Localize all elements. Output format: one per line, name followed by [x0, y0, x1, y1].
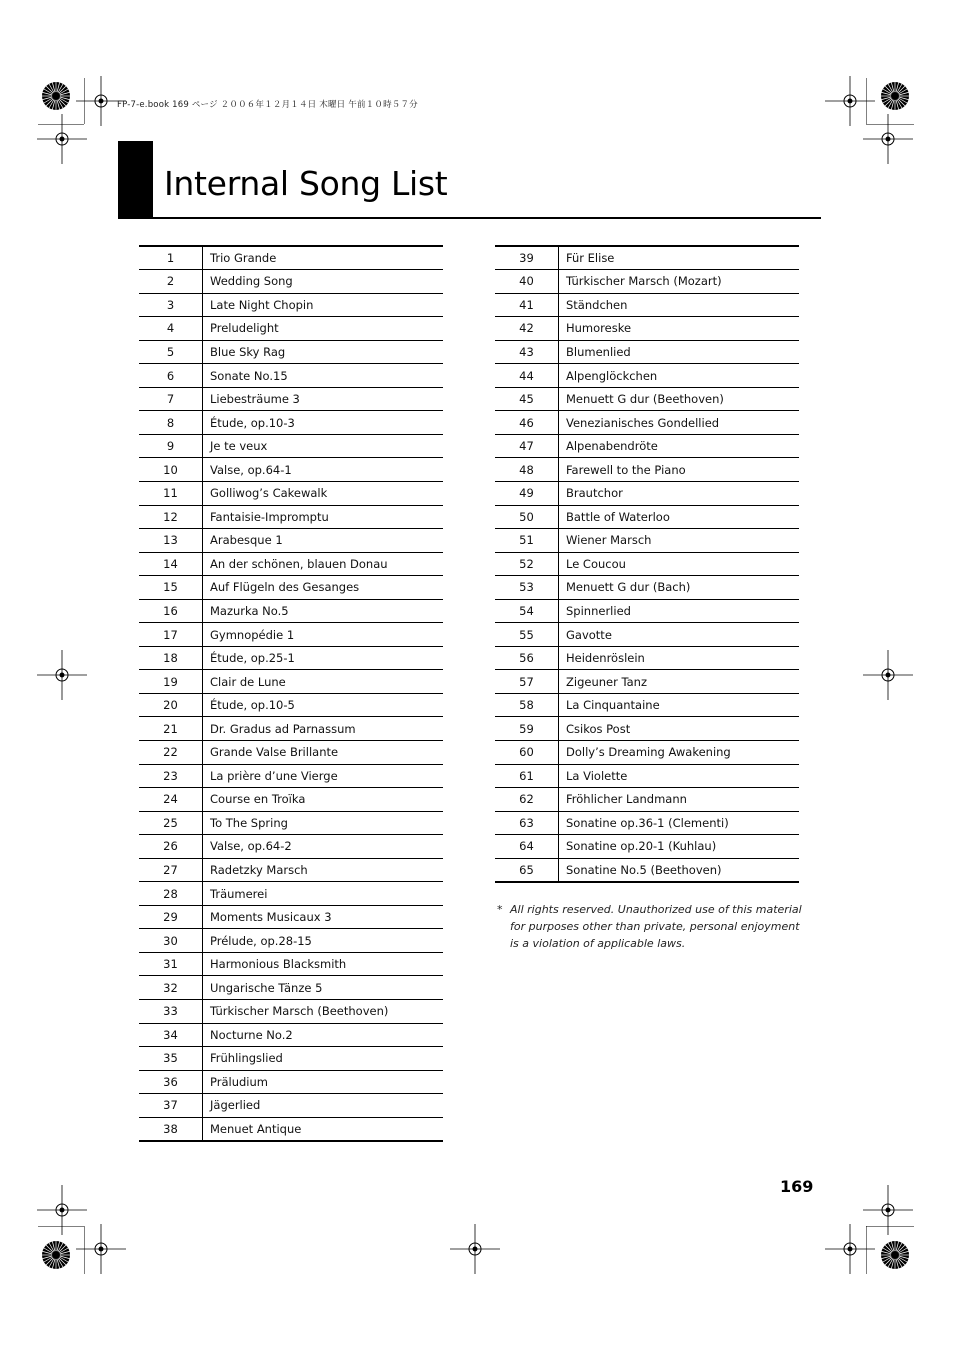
song-number: 27 — [139, 858, 203, 882]
song-number: 62 — [495, 788, 559, 812]
song-number: 42 — [495, 317, 559, 341]
song-row — [139, 811, 443, 835]
song-title: Je te veux — [203, 434, 444, 458]
song-row — [139, 505, 443, 529]
song-title: Mazurka No.5 — [203, 599, 444, 623]
song-title: Jägerlied — [203, 1094, 444, 1118]
registration-crosshair-icon — [450, 1224, 500, 1274]
song-row — [495, 599, 799, 623]
song-title: Sonate No.15 — [203, 364, 444, 388]
registration-crosshair-icon — [863, 1185, 913, 1235]
song-title: Gymnopédie 1 — [203, 623, 444, 647]
song-row — [139, 1000, 443, 1024]
song-number: 21 — [139, 717, 203, 741]
song-number: 65 — [495, 858, 559, 882]
song-row — [139, 670, 443, 694]
song-row — [139, 1023, 443, 1047]
registration-target-icon — [879, 1239, 911, 1271]
song-number: 28 — [139, 882, 203, 906]
song-title: Präludium — [203, 1070, 444, 1094]
song-title: Csikos Post — [559, 717, 800, 741]
crop-line — [866, 1226, 867, 1274]
song-row — [139, 1047, 443, 1071]
song-title: Dr. Gradus ad Parnassum — [203, 717, 444, 741]
song-title: Étude, op.10-5 — [203, 693, 444, 717]
song-row — [139, 293, 443, 317]
registration-target-icon — [879, 80, 911, 112]
song-number: 17 — [139, 623, 203, 647]
song-row — [495, 552, 799, 576]
song-row — [495, 693, 799, 717]
song-number: 61 — [495, 764, 559, 788]
song-number: 15 — [139, 576, 203, 600]
song-row — [495, 270, 799, 294]
song-row — [139, 764, 443, 788]
song-title: Humoreske — [559, 317, 800, 341]
song-number: 18 — [139, 646, 203, 670]
song-row — [495, 670, 799, 694]
song-row — [495, 458, 799, 482]
song-row — [495, 387, 799, 411]
song-row — [139, 788, 443, 812]
song-row — [495, 576, 799, 600]
song-title: Grande Valse Brillante — [203, 740, 444, 764]
song-title: Ungarische Tänze 5 — [203, 976, 444, 1000]
song-number: 23 — [139, 764, 203, 788]
registration-crosshair-icon — [37, 114, 87, 164]
song-title: Für Elise — [559, 246, 800, 270]
song-number: 50 — [495, 505, 559, 529]
footnote-text: All rights reserved. Unauthorized use of this material for purposes other than private, personal enjoyment is a violation of applicable laws. — [510, 903, 802, 950]
song-row — [495, 646, 799, 670]
song-number: 22 — [139, 740, 203, 764]
song-number: 46 — [495, 411, 559, 435]
song-number: 14 — [139, 552, 203, 576]
song-row — [495, 293, 799, 317]
song-number: 32 — [139, 976, 203, 1000]
song-title: An der schönen, blauen Donau — [203, 552, 444, 576]
song-title: Nocturne No.2 — [203, 1023, 444, 1047]
registration-crosshair-icon — [863, 114, 913, 164]
song-number: 33 — [139, 1000, 203, 1024]
song-row — [139, 340, 443, 364]
song-number: 55 — [495, 623, 559, 647]
song-title: Le Coucou — [559, 552, 800, 576]
song-number: 24 — [139, 788, 203, 812]
song-title: Brautchor — [559, 481, 800, 505]
song-title: Träumerei — [203, 882, 444, 906]
crop-line — [866, 124, 914, 125]
song-title: Battle of Waterloo — [559, 505, 800, 529]
song-row — [495, 505, 799, 529]
song-number: 1 — [139, 246, 203, 270]
registration-target-icon — [40, 80, 72, 112]
song-number: 10 — [139, 458, 203, 482]
song-row — [139, 458, 443, 482]
song-number: 53 — [495, 576, 559, 600]
song-row — [139, 1094, 443, 1118]
song-title: Menuet Antique — [203, 1117, 444, 1141]
song-number: 64 — [495, 835, 559, 859]
rights-footnote — [497, 901, 807, 952]
song-number: 12 — [139, 505, 203, 529]
song-title: Valse, op.64-1 — [203, 458, 444, 482]
registration-crosshair-icon — [863, 650, 913, 700]
song-row — [495, 340, 799, 364]
song-row — [139, 976, 443, 1000]
song-number: 11 — [139, 481, 203, 505]
song-row — [139, 646, 443, 670]
song-title: Radetzky Marsch — [203, 858, 444, 882]
song-row — [139, 270, 443, 294]
song-number: 9 — [139, 434, 203, 458]
song-row — [139, 905, 443, 929]
crop-line — [866, 78, 867, 124]
song-title: Alpenglöckchen — [559, 364, 800, 388]
song-number: 4 — [139, 317, 203, 341]
song-row — [139, 717, 443, 741]
song-title: Harmonious Blacksmith — [203, 952, 444, 976]
song-number: 16 — [139, 599, 203, 623]
song-title: La prière d’une Vierge — [203, 764, 444, 788]
song-title: Ständchen — [559, 293, 800, 317]
song-row — [139, 1070, 443, 1094]
song-number: 5 — [139, 340, 203, 364]
song-title: Wedding Song — [203, 270, 444, 294]
song-title: Menuett G dur (Bach) — [559, 576, 800, 600]
song-title: Spinnerlied — [559, 599, 800, 623]
song-title: Frühlingslied — [203, 1047, 444, 1071]
song-number: 40 — [495, 270, 559, 294]
song-row — [139, 552, 443, 576]
song-number: 59 — [495, 717, 559, 741]
song-number: 25 — [139, 811, 203, 835]
song-row — [495, 764, 799, 788]
song-row — [139, 434, 443, 458]
song-number: 8 — [139, 411, 203, 435]
song-row — [139, 623, 443, 647]
song-title: Valse, op.64-2 — [203, 835, 444, 859]
crop-line — [84, 1226, 85, 1274]
song-number: 29 — [139, 905, 203, 929]
song-row — [139, 246, 443, 270]
song-number: 38 — [139, 1117, 203, 1141]
song-title: Wiener Marsch — [559, 529, 800, 553]
song-number: 49 — [495, 481, 559, 505]
song-title: Blumenlied — [559, 340, 800, 364]
song-title: Blue Sky Rag — [203, 340, 444, 364]
song-number: 45 — [495, 387, 559, 411]
song-title: Zigeuner Tanz — [559, 670, 800, 694]
song-title: Sonatine op.20-1 (Kuhlau) — [559, 835, 800, 859]
song-title: Étude, op.10-3 — [203, 411, 444, 435]
song-row — [139, 693, 443, 717]
song-title: Golliwog’s Cakewalk — [203, 481, 444, 505]
title-bar-block — [118, 141, 153, 219]
song-number: 26 — [139, 835, 203, 859]
print-header: FP-7-e.book 169 ページ ２００６年１２月１４日 木曜日 午前１０時５７分 — [117, 100, 418, 110]
footnote-marker: * — [497, 903, 503, 916]
song-title: Late Night Chopin — [203, 293, 444, 317]
song-row — [139, 740, 443, 764]
song-number: 7 — [139, 387, 203, 411]
song-number: 57 — [495, 670, 559, 694]
song-number: 35 — [139, 1047, 203, 1071]
song-number: 20 — [139, 693, 203, 717]
song-number: 31 — [139, 952, 203, 976]
song-row — [495, 717, 799, 741]
song-title: Farewell to the Piano — [559, 458, 800, 482]
song-number: 39 — [495, 246, 559, 270]
song-title: Türkischer Marsch (Beethoven) — [203, 1000, 444, 1024]
song-row — [139, 364, 443, 388]
song-row — [139, 411, 443, 435]
song-row — [139, 481, 443, 505]
song-title: Heidenröslein — [559, 646, 800, 670]
song-title: Menuett G dur (Beethoven) — [559, 387, 800, 411]
song-number: 63 — [495, 811, 559, 835]
song-number: 52 — [495, 552, 559, 576]
song-title: Gavotte — [559, 623, 800, 647]
crop-line — [38, 1226, 84, 1227]
registration-crosshair-icon — [37, 650, 87, 700]
song-number: 2 — [139, 270, 203, 294]
title-rule — [153, 217, 821, 219]
song-row — [139, 1117, 443, 1141]
song-row — [139, 599, 443, 623]
song-number: 60 — [495, 740, 559, 764]
song-number: 3 — [139, 293, 203, 317]
song-number: 58 — [495, 693, 559, 717]
song-number: 47 — [495, 434, 559, 458]
song-row — [139, 882, 443, 906]
song-number: 54 — [495, 599, 559, 623]
song-title: To The Spring — [203, 811, 444, 835]
song-number: 36 — [139, 1070, 203, 1094]
song-number: 37 — [139, 1094, 203, 1118]
song-number: 56 — [495, 646, 559, 670]
song-title: Sonatine op.36-1 (Clementi) — [559, 811, 800, 835]
song-row — [495, 529, 799, 553]
song-title: Fantaisie-Impromptu — [203, 505, 444, 529]
song-row — [495, 364, 799, 388]
crop-line — [866, 1226, 914, 1227]
song-number: 43 — [495, 340, 559, 364]
song-title: Étude, op.25-1 — [203, 646, 444, 670]
song-title: Course en Troïka — [203, 788, 444, 812]
crop-line — [38, 124, 84, 125]
song-number: 48 — [495, 458, 559, 482]
song-number: 13 — [139, 529, 203, 553]
song-title: Dolly’s Dreaming Awakening — [559, 740, 800, 764]
song-title: Fröhlicher Landmann — [559, 788, 800, 812]
song-title: Venezianisches Gondellied — [559, 411, 800, 435]
song-row — [139, 387, 443, 411]
song-title: La Violette — [559, 764, 800, 788]
song-title: Preludelight — [203, 317, 444, 341]
song-row — [139, 835, 443, 859]
song-row — [139, 529, 443, 553]
song-row — [139, 576, 443, 600]
song-row — [495, 740, 799, 764]
song-number: 19 — [139, 670, 203, 694]
song-row — [495, 434, 799, 458]
song-title: Liebesträume 3 — [203, 387, 444, 411]
song-title: Arabesque 1 — [203, 529, 444, 553]
song-number: 34 — [139, 1023, 203, 1047]
song-number: 6 — [139, 364, 203, 388]
song-row — [495, 858, 799, 882]
song-row — [139, 929, 443, 953]
song-row — [495, 411, 799, 435]
song-title: Alpenabendröte — [559, 434, 800, 458]
page-title: Internal Song List — [164, 164, 448, 203]
song-table-left — [139, 245, 443, 1142]
song-row — [139, 952, 443, 976]
song-title: Türkischer Marsch (Mozart) — [559, 270, 800, 294]
song-number: 51 — [495, 529, 559, 553]
song-table-right — [495, 245, 799, 883]
song-row — [139, 317, 443, 341]
song-row — [495, 481, 799, 505]
song-title: Sonatine No.5 (Beethoven) — [559, 858, 800, 882]
registration-target-icon — [40, 1239, 72, 1271]
song-title: Clair de Lune — [203, 670, 444, 694]
song-row — [495, 835, 799, 859]
song-title: La Cinquantaine — [559, 693, 800, 717]
song-title: Prélude, op.28-15 — [203, 929, 444, 953]
song-row — [495, 246, 799, 270]
song-title: Moments Musicaux 3 — [203, 905, 444, 929]
page-number: 169 — [780, 1177, 814, 1196]
song-row — [495, 317, 799, 341]
song-row — [495, 811, 799, 835]
crop-line — [84, 78, 85, 124]
song-number: 30 — [139, 929, 203, 953]
song-number: 44 — [495, 364, 559, 388]
song-title: Auf Flügeln des Gesanges — [203, 576, 444, 600]
song-title: Trio Grande — [203, 246, 444, 270]
song-row — [495, 623, 799, 647]
song-row — [495, 788, 799, 812]
song-row — [139, 858, 443, 882]
song-number: 41 — [495, 293, 559, 317]
